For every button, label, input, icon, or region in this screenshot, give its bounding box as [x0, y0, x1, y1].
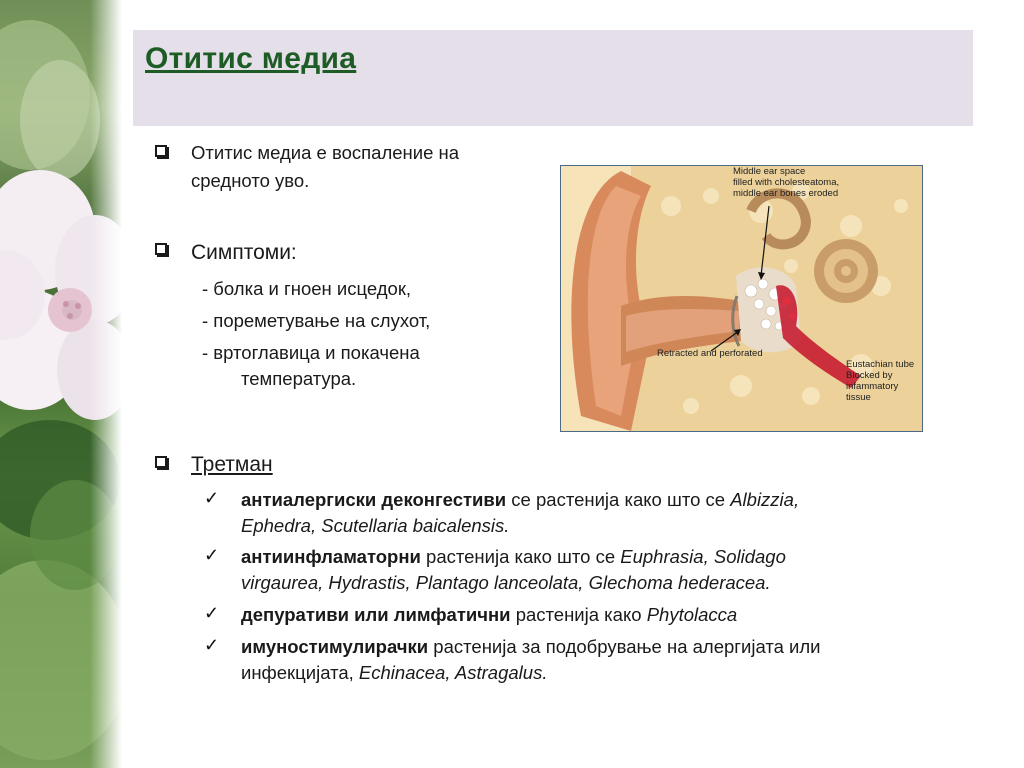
treatment-item-4-bold: имуностимулирачки [241, 636, 429, 657]
checkbox-bullet-icon [155, 456, 167, 468]
treatment-item-2-text: растенија како што се [420, 546, 621, 567]
treatment-item-4-line-2 [241, 660, 547, 686]
treatment-heading: Третман [191, 453, 273, 476]
symptom-item-3-line-2: температура. [241, 368, 357, 389]
label-retracted: Retracted and perforated [657, 348, 763, 359]
treatment-item-2-italic-b: virgaurea, Hydrastis, Plantago lanceolata, Glechoma hederacea. [241, 572, 771, 593]
definition-line-1: Отитис медиа е воспаление на [191, 142, 460, 163]
label-middle-ear-3: middle ear bones eroded [733, 188, 839, 199]
symptom-item-2: - пореметување на слухот, [202, 310, 431, 331]
checkbox-bullet-icon [155, 145, 167, 157]
treatment-item-1-text: се растенија како што се [506, 489, 731, 510]
label-middle-ear-2: filled with cholesteatoma, [733, 177, 840, 188]
treatment-item-1-line-2 [241, 513, 509, 539]
treatment-item-2-line-2 [241, 570, 771, 596]
treatment-item-2-italic-a: Euphrasia, Solidago [620, 546, 786, 567]
ear-anatomy-diagram [560, 165, 923, 432]
checkmark-icon: ✓ [204, 545, 220, 565]
treatment-item-1-italic-a: Albizzia, [730, 489, 800, 510]
label-eustachian-4: tissue [846, 392, 871, 403]
label-eustachian-1: Eustachian tube [846, 359, 915, 370]
treatment-item-1-bold: антиалергиски деконгестиви [241, 489, 507, 510]
symptoms-heading: Симптоми: [191, 241, 297, 264]
checkmark-icon: ✓ [204, 488, 220, 508]
symptom-item-1: - болка и гноен исцедок, [202, 278, 412, 299]
checkbox-bullet-icon [155, 243, 167, 255]
symptom-item-3-line-1: - вртоглавица и покачена [202, 342, 420, 363]
ear-anatomy-illustration [561, 166, 922, 431]
slide-title: Отитис медиа [145, 42, 357, 75]
label-middle-ear-1: Middle ear space [733, 166, 806, 177]
treatment-item-4-line-1 [241, 634, 821, 660]
treatment-item-4-text: растенија за подобрување на алергијата или [428, 636, 821, 657]
treatment-item-3-italic-a: Phytolacca [646, 604, 738, 625]
checkmark-icon: ✓ [204, 603, 220, 623]
treatment-item-3-bold: депуративи или лимфатични [241, 604, 511, 625]
treatment-item-1-italic-b: Ephedra, Scutellaria baicalensis. [241, 515, 510, 536]
definition-line-2: средното уво. [191, 170, 310, 191]
label-eustachian-2: Blocked by [846, 370, 893, 381]
treatment-item-1-line-1 [241, 487, 799, 513]
treatment-item-2-bold: антиинфламаторни [241, 546, 421, 567]
label-eustachian-3: infammatory [846, 381, 899, 392]
checkmark-icon: ✓ [204, 635, 220, 655]
treatment-item-2-line-1 [241, 544, 786, 570]
treatment-item-4-italic-b: Echinacea, Astragalus. [358, 662, 548, 683]
treatment-item-4-text-2: инфекцијата, [241, 662, 359, 683]
treatment-item-3-line-1 [241, 602, 737, 628]
treatment-item-3-text: растенија како [510, 604, 647, 625]
